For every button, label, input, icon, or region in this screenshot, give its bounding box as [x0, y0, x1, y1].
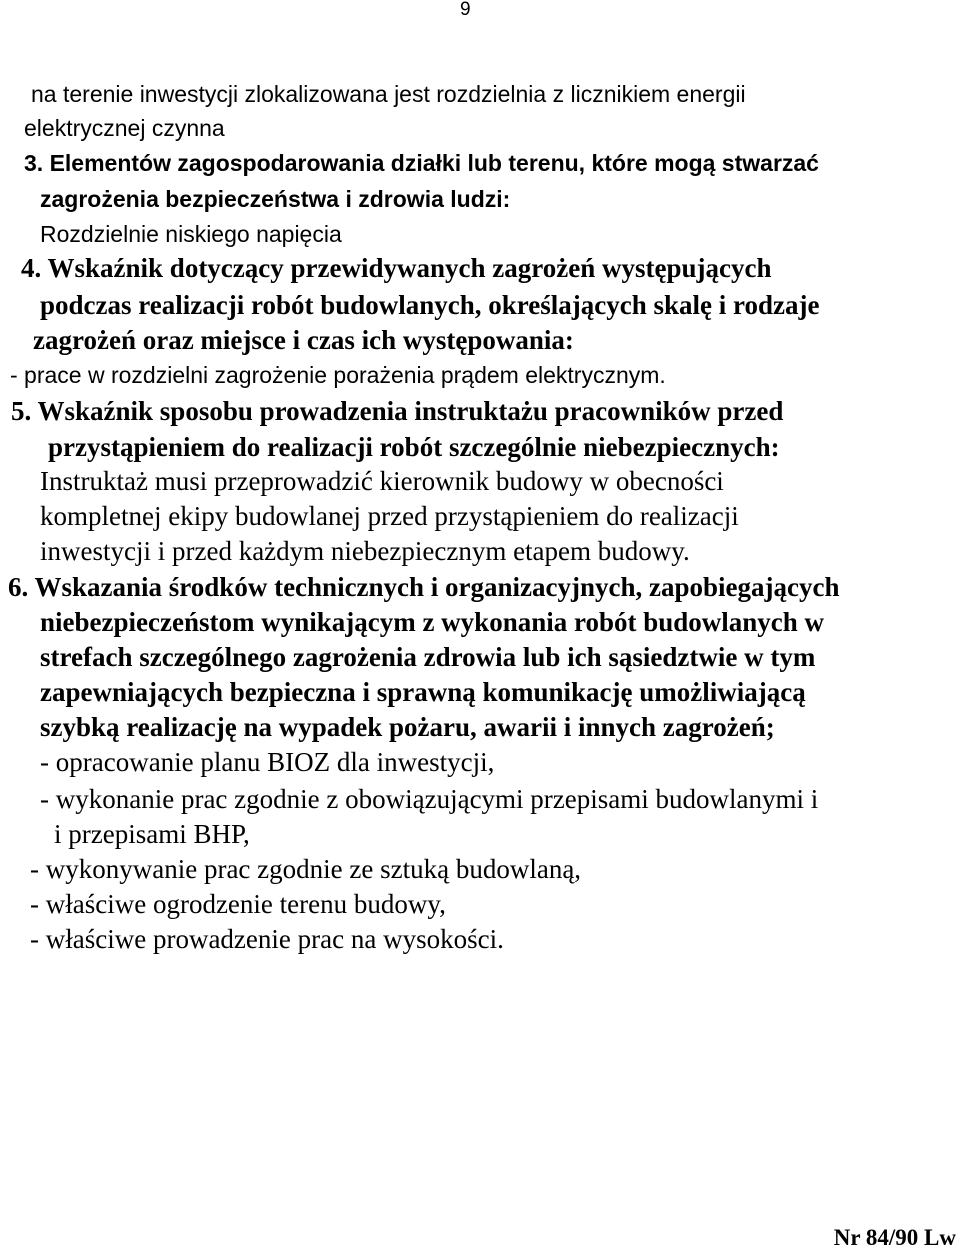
list-item: - właściwe prowadzenie prac na wysokości.: [30, 924, 504, 954]
section-heading-4-cont: podczas realizacji robót budowlanych, określających skalę i rodzaje: [40, 290, 820, 320]
list-item: - wykonywanie prac zgodnie ze sztuką budowlaną,: [30, 854, 582, 884]
section-heading-6-cont: zapewniających bezpieczna i sprawną komunikację umożliwiającą: [40, 677, 806, 707]
section-heading-4: 4. Wskaźnik dotyczący przewidywanych zagrożeń występujących: [21, 253, 772, 283]
list-item-cont: i przepisami BHP,: [54, 819, 250, 849]
paragraph-line: Rozdzielnie niskiego napięcia: [40, 221, 342, 247]
section-heading-6-cont: strefach szczególnego zagrożenia zdrowia lub ich sąsiedztwie w tym: [40, 642, 816, 672]
section-heading-3-cont: zagrożenia bezpieczeństwa i zdrowia ludzi:: [40, 186, 511, 212]
paragraph-line: na terenie inwestycji zlokalizowana jest rozdzielnia z licznikiem energii: [31, 81, 746, 107]
section-heading-6-cont: szybką realizację na wypadek pożaru, awarii i innych zagrożeń;: [40, 712, 775, 742]
section-heading-5: 5. Wskaźnik sposobu prowadzenia instruktażu pracowników przed: [11, 396, 784, 426]
paragraph-line: elektrycznej czynna: [24, 115, 225, 141]
section-heading-6: 6. Wskazania środków technicznych i organizacyjnych, zapobiegających: [8, 572, 840, 602]
list-item: - właściwe ogrodzenie terenu budowy,: [30, 889, 446, 919]
paragraph-line: kompletnej ekipy budowlanej przed przystąpieniem do realizacji: [40, 501, 739, 531]
list-item: - prace w rozdzielni zagrożenie porażenia prądem elektrycznym.: [10, 362, 666, 388]
section-heading-4-cont: zagrożeń oraz miejsce i czas ich występowania:: [33, 325, 574, 355]
page-number: 9: [460, 0, 471, 20]
section-heading-5-cont: przystąpieniem do realizacji robót szczególnie niebezpiecznych:: [48, 432, 780, 462]
list-item: - wykonanie prac zgodnie z obowiązującymi przepisami budowlanymi i: [40, 784, 819, 814]
section-heading-6-cont: niebezpieczeństom wynikającym z wykonania robót budowlanych w: [40, 607, 825, 637]
list-item: - opracowanie planu BIOZ dla inwestycji,: [40, 747, 495, 777]
section-heading-3: 3. Elementów zagospodarowania działki lub terenu, które mogą stwarzać: [24, 150, 819, 176]
paragraph-line: inwestycji i przed każdym niebezpiecznym etapem budowy.: [40, 536, 690, 566]
document-reference: Nr 84/90 Lw: [833, 1225, 956, 1250]
paragraph-line: Instruktaż musi przeprowadzić kierownik budowy w obecności: [40, 466, 724, 496]
